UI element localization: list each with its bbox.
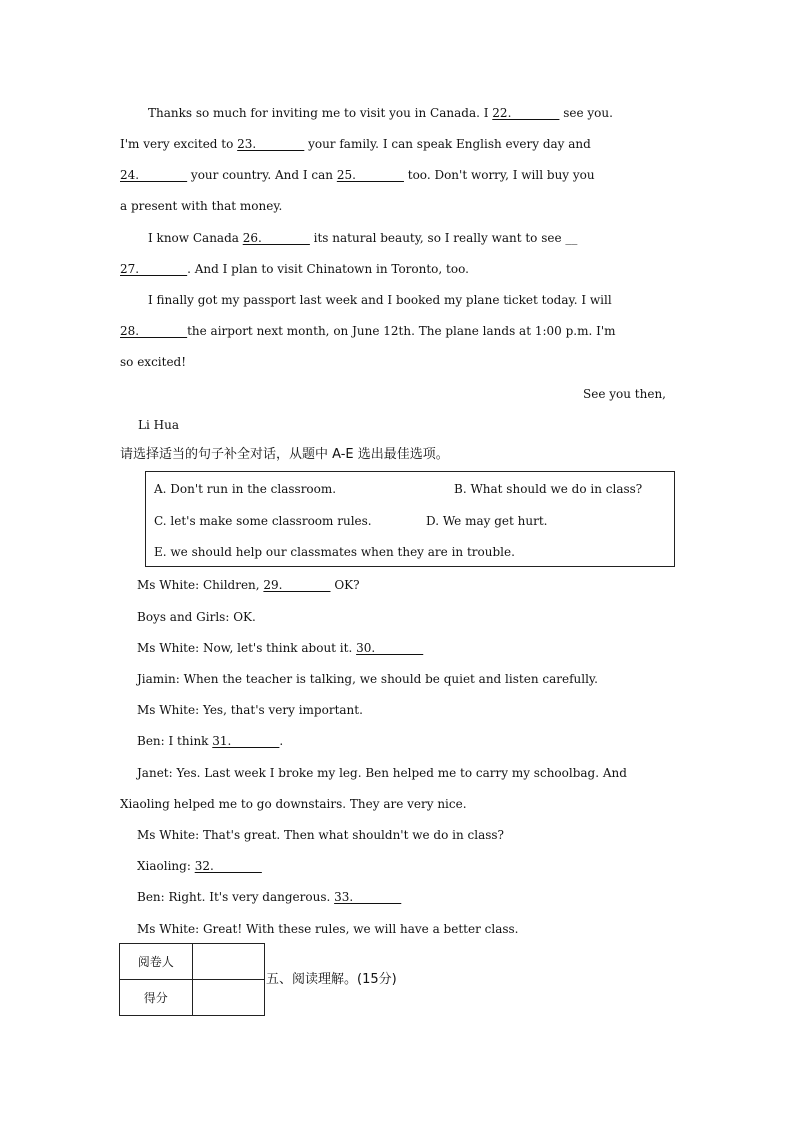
text: I know Canada (148, 231, 243, 245)
letter-line-1 (148, 105, 613, 121)
option-e: E. we should help our classmates when they are in trouble. (154, 545, 515, 559)
letter-line-4: a present with that money. (120, 199, 283, 213)
blank-32[interactable]: 32.________ (194, 859, 262, 873)
text: your family. I can speak English every day and (304, 137, 591, 151)
text: OK? (330, 578, 360, 592)
dialogue-line-9: Ms White: That's great. Then what shouldn't we do in class? (137, 828, 504, 842)
letter-closing: See you then, (583, 387, 666, 401)
blank-33[interactable]: 33.________ (334, 890, 402, 904)
blank-25[interactable]: 25.________ (336, 168, 404, 182)
blank-27[interactable]: 27.________ (120, 262, 188, 276)
blank-24[interactable]: 24.________ (120, 168, 188, 182)
dialogue-line-6 (137, 733, 283, 749)
section-instruction: 请选择适当的句子补全对话，从题中 A-E 选出最佳选项。 (120, 447, 449, 462)
text: Ms White: Children, (137, 578, 264, 592)
score-label: 得分 (120, 980, 193, 1016)
text: I'm very excited to (120, 137, 238, 151)
dialogue-line-4: Jiamin: When the teacher is talking, we should be quiet and listen carefully. (137, 672, 598, 686)
blank-23[interactable]: 23.________ (237, 137, 305, 151)
option-c: C. let's make some classroom rules. (154, 514, 372, 528)
dialogue-line-10 (137, 858, 262, 874)
text: see you. (559, 106, 613, 120)
text: . And I plan to visit Chinatown in Toronto, too. (187, 262, 469, 276)
text: Xiaoling: (137, 859, 195, 873)
blank-29[interactable]: 29.________ (263, 578, 331, 592)
text: your country. And I can (187, 168, 337, 182)
letter-line-6 (120, 261, 469, 277)
text: Ben: I think (137, 734, 213, 748)
letter-line-7: I finally got my passport last week and I booked my plane ticket today. I will (148, 293, 612, 307)
blank-30[interactable]: 30.________ (356, 641, 424, 655)
text: its natural beauty, so I really want to see __ (309, 231, 578, 245)
blank-22[interactable]: 22.________ (492, 106, 560, 120)
text: Ms White: Now, let's think about it. (137, 641, 357, 655)
dialogue-line-8: Xiaoling helped me to go downstairs. They are very nice. (120, 797, 467, 811)
letter-line-3 (120, 167, 595, 183)
grader-cell[interactable] (192, 944, 264, 980)
text: Thanks so much for inviting me to visit you in Canada. I (148, 106, 493, 120)
blank-31[interactable]: 31.________ (212, 734, 280, 748)
dialogue-line-5: Ms White: Yes, that's very important. (137, 703, 363, 717)
option-d: D. We may get hurt. (426, 514, 548, 528)
letter-signature: Li Hua (138, 418, 179, 432)
score-table (119, 943, 265, 1016)
blank-28[interactable]: 28.________ (120, 324, 188, 338)
letter-line-8 (120, 323, 616, 339)
letter-line-5 (148, 230, 577, 246)
dialogue-line-3 (137, 640, 423, 656)
text: Ben: Right. It's very dangerous. (137, 890, 335, 904)
option-a: A. Don't run in the classroom. (154, 482, 337, 496)
text: the airport next month, on June 12th. The plane lands at 1:00 p.m. I'm (187, 324, 616, 338)
letter-line-9: so excited! (120, 355, 187, 369)
dialogue-line-7: Janet: Yes. Last week I broke my leg. Ben helped me to carry my schoolbag. And (137, 766, 627, 780)
dialogue-line-11 (137, 889, 401, 905)
text: . (279, 734, 284, 748)
score-cell[interactable] (192, 980, 264, 1016)
grader-label: 阅卷人 (120, 944, 193, 980)
option-b: B. What should we do in class? (454, 482, 643, 496)
dialogue-line-1 (137, 577, 360, 593)
dialogue-line-12: Ms White: Great! With these rules, we will have a better class. (137, 922, 519, 936)
dialogue-line-2: Boys and Girls: OK. (137, 610, 256, 624)
text: too. Don't worry, I will buy you (403, 168, 595, 182)
next-section-heading: 五、阅读理解。(15分) (266, 972, 397, 987)
letter-line-2 (120, 136, 591, 152)
blank-26[interactable]: 26.________ (242, 231, 310, 245)
